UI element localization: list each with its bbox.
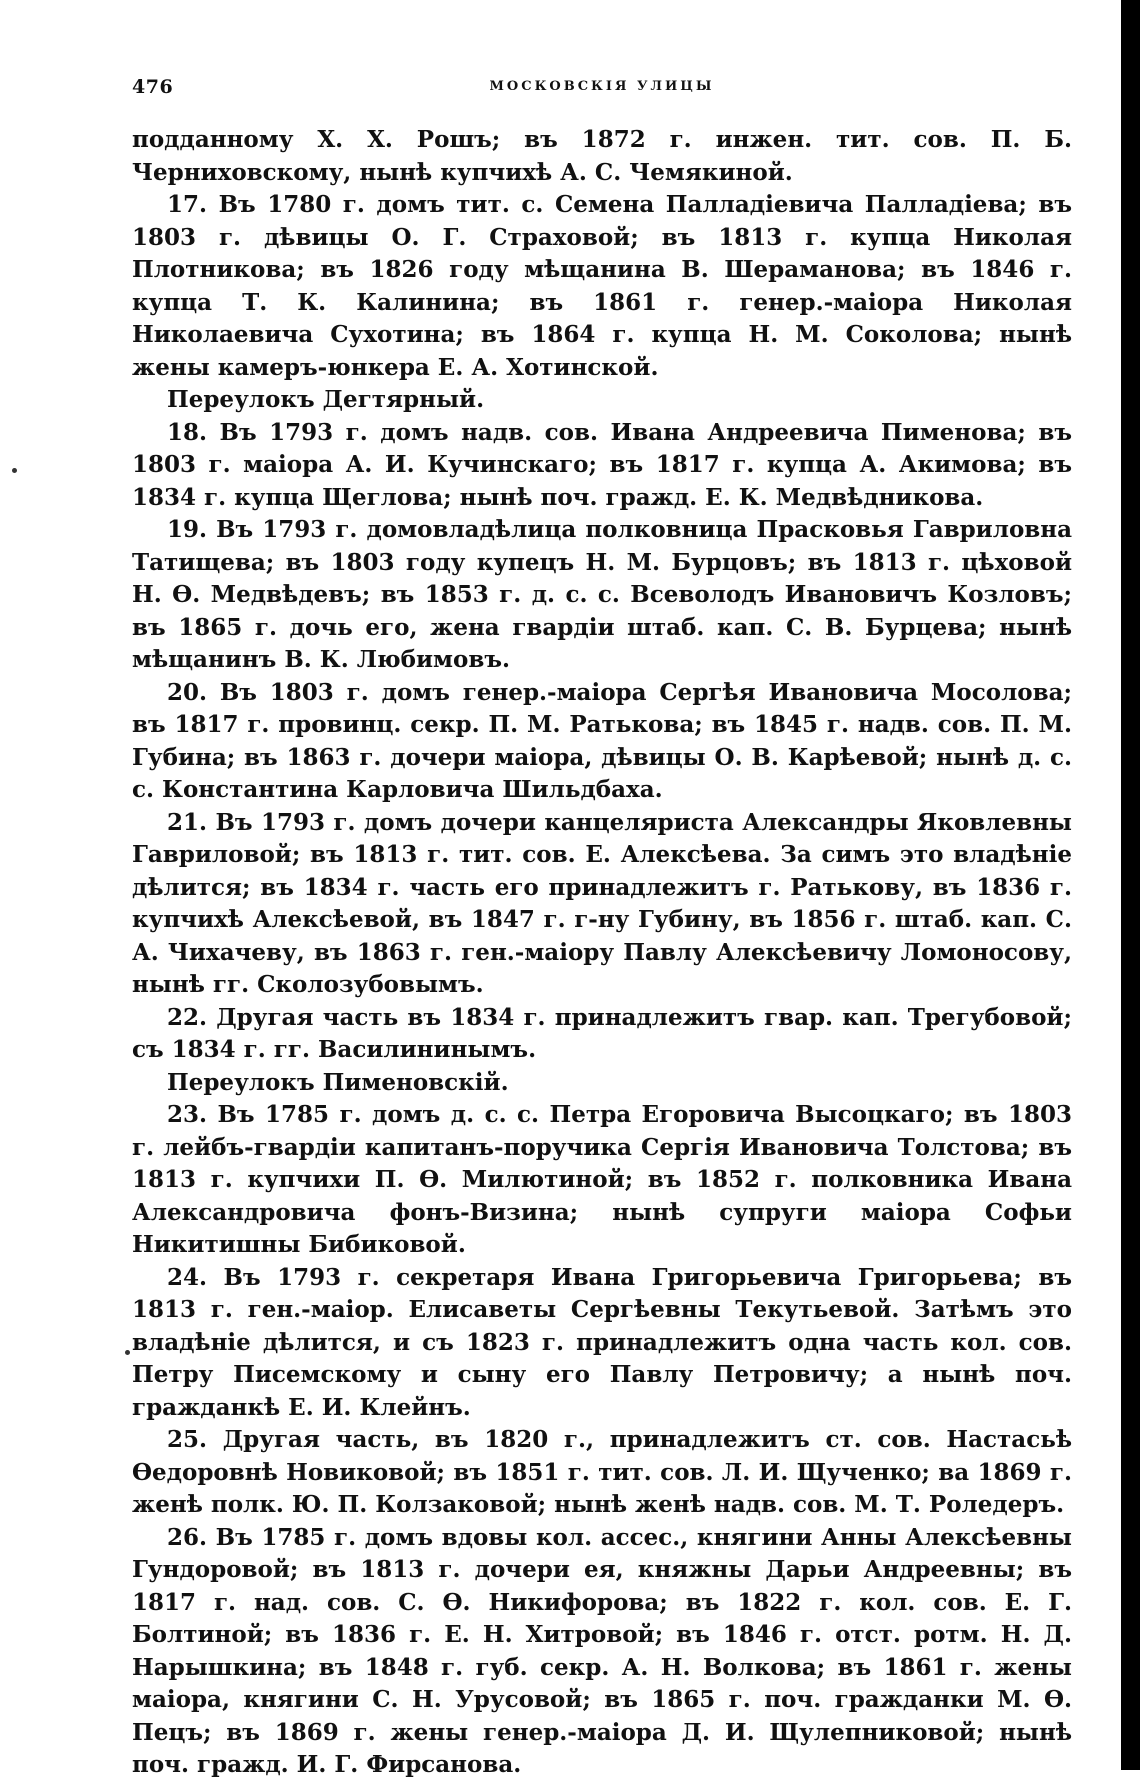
entry-17: 17. Въ 1780 г. домъ тит. с. Семена Палладіевича Палладіева; въ 1803 г. дѣвицы О. Г. Страховой; въ 1813 г. купца Николая Плотникова; въ 1826 году мѣщанина В. Шераманова; въ 1846 г. купца Т. К. Калинина; въ 1861 г. генер.-маіора Николая Николаевича Сухотина; въ 1864 г. купца Н. М. Соколова; нынѣ жены камеръ-юнкера Е. А. Хотинской. — [132, 191, 1072, 381]
running-title: МОСКОВСКІЯ УЛИЦЫ — [489, 79, 715, 94]
page-number: 476 — [132, 76, 174, 98]
entry-21: 21. Въ 1793 г. домъ дочери канцеляриста Александры Яковлевны Гавриловой; въ 1813 г. тит. сов. Е. Алексѣева. За симъ это владѣніе дѣлится; въ 1834 г. часть его принадлежитъ г. Ратькову, въ 1836 г. купчихѣ Алексѣевой, въ 1847 г. г-ну Губину, въ 1856 г. штаб. кап. С. А. Чихачеву, въ 1863 г. ген.-маіору Павлу Алексѣевичу Ломоносову, нынѣ гг. Сколозубовымъ. — [132, 808, 1072, 998]
entry-22: 22. Другая часть въ 1834 г. принадлежитъ гвар. кап. Трегубовой; съ 1834 г. гг. Василининымъ. — [132, 1003, 1072, 1063]
section-heading: Переулокъ Дегтярный. — [167, 386, 485, 413]
stray-mark — [12, 468, 17, 473]
stray-mark — [125, 1350, 130, 1355]
entry-25: 25. Другая часть, въ 1820 г., принадлежитъ ст. сов. Настасьѣ Ѳедоровнѣ Новиковой; въ 1851 г. тит. сов. Л. И. Щученко; ва 1869 г. женѣ полк. Ю. П. Колзаковой; нынѣ женѣ надв. сов. М. Т. Роледеръ. — [132, 1426, 1072, 1518]
entry-18: 18. Въ 1793 г. домъ надв. сов. Ивана Андреевича Пименова; въ 1803 г. маіора А. И. Кучинскаго; въ 1817 г. купца А. Акимова; въ 1834 г. купца Щеглова; нынѣ поч. гражд. Е. К. Медвѣдникова. — [132, 418, 1072, 511]
running-head — [132, 76, 1072, 106]
body-text — [132, 124, 1072, 1782]
entry-20: 20. Въ 1803 г. домъ генер.-маіора Сергѣя Ивановича Мосолова; въ 1817 г. провинц. секр. П. М. Ратькова; въ 1845 г. надв. сов. П. М. Губина; въ 1863 г. дочери маіора, дѣвицы О. В. Карѣевой; нынѣ д. с. с. Константина Карловича Шильдбаха. — [132, 678, 1072, 803]
paragraph: подданному X. X. Рошъ; въ 1872 г. инжен. тит. сов. П. Б. Черниховскому, нынѣ купчихѣ А. С. Чемякиной. — [132, 126, 1072, 186]
scan-edge-bar — [1121, 0, 1140, 1770]
entry-19: 19. Въ 1793 г. домовладѣлица полковница Прасковья Гавриловна Татищева; въ 1803 году купецъ Н. М. Бурцовъ; въ 1813 г. цѣховой Н. Ѳ. Медвѣдевъ; въ 1853 г. д. с. с. Всеволодъ Ивановичъ Козловъ; въ 1865 г. дочь его, жена гвардіи штаб. кап. С. В. Бурцева; нынѣ мѣщанинъ В. К. Любимовъ. — [132, 516, 1072, 673]
entry-26: 26. Въ 1785 г. домъ вдовы кол. ассес., княгини Анны Алексѣевны Гундоровой; въ 1813 г. дочери ея, княжны Дарьи Андреевны; въ 1817 г. над. сов. С. Ѳ. Никифорова; въ 1822 г. кол. сов. Е. Г. Болтиной; въ 1836 г. Е. Н. Хитровой; въ 1846 г. отст. ротм. Н. Д. Нарышкина; въ 1848 г. губ. секр. А. Н. Волкова; въ 1861 г. жены маіора, княгини С. Н. Урусовой; въ 1865 г. поч. гражданки М. Ѳ. Пецъ; въ 1869 г. жены генер.-маіора Д. И. Щулепниковой; нынѣ поч. гражд. И. Г. Фирсанова. — [132, 1523, 1072, 1778]
book-page — [132, 76, 1072, 1782]
section-heading: Переулокъ Пименовскій. — [167, 1068, 509, 1096]
entry-24: 24. Въ 1793 г. секретаря Ивана Григорьевича Григорьева; въ 1813 г. ген.-маіор. Елисаветы Сергѣевны Текутьевой. Затѣмъ это владѣніе дѣлится, и съ 1823 г. принадлежитъ одна часть кол. сов. Петру Писемскому и сыну его Павлу Петровичу; а нынѣ поч. гражданкѣ Е. И. Клейнъ. — [132, 1263, 1072, 1421]
entry-23: 23. Въ 1785 г. домъ д. с. с. Петра Егоровича Высоцкаго; въ 1803 г. лейбъ-гвардіи капитанъ-поручика Сергія Ивановича Толстова; въ 1813 г. купчихи П. Ѳ. Милютиной; въ 1852 г. полковника Ивана Александровича фонъ-Визина; нынѣ супруги маіора Софьи Никитишны Бибиковой. — [132, 1101, 1072, 1258]
